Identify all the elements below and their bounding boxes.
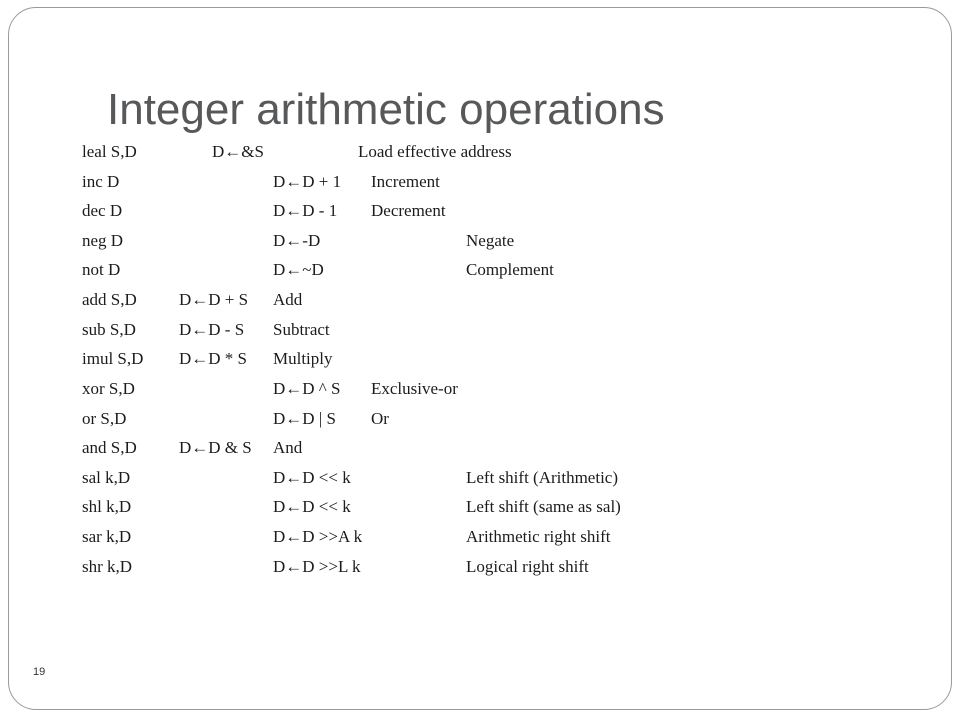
table-row bbox=[0, 408, 960, 437]
table-row bbox=[0, 556, 960, 585]
instruction-cell: shl k,D bbox=[82, 497, 132, 516]
description-cell: And bbox=[273, 438, 303, 457]
instruction-cell: sar k,D bbox=[82, 527, 132, 546]
description-cell: Decrement bbox=[371, 201, 446, 220]
table-row bbox=[0, 348, 960, 377]
table-row bbox=[0, 467, 960, 496]
slide-title: Integer arithmetic operations bbox=[107, 85, 665, 134]
instruction-cell: not D bbox=[82, 260, 121, 279]
description-cell: Multiply bbox=[273, 349, 333, 368]
effect-cell: D←&S bbox=[212, 142, 264, 161]
effect-cell: D←D & S bbox=[179, 438, 252, 457]
effect-cell: D←D + 1 bbox=[273, 172, 342, 191]
instruction-cell: leal S,D bbox=[82, 142, 137, 161]
effect-cell: D←D >>L k bbox=[273, 557, 361, 576]
description-cell: Subtract bbox=[273, 320, 330, 339]
description-cell: Exclusive-or bbox=[371, 379, 458, 398]
effect-cell: D←D - 1 bbox=[273, 201, 338, 220]
instruction-cell: shr k,D bbox=[82, 557, 133, 576]
table-row bbox=[0, 319, 960, 348]
instruction-cell: inc D bbox=[82, 172, 120, 191]
table-row bbox=[0, 141, 960, 170]
instruction-cell: neg D bbox=[82, 231, 124, 250]
effect-cell: D←D - S bbox=[179, 320, 245, 339]
instruction-cell: or S,D bbox=[82, 409, 127, 428]
instruction-cell: imul S,D bbox=[82, 349, 144, 368]
instruction-cell: and S,D bbox=[82, 438, 137, 457]
description-cell: Arithmetic right shift bbox=[466, 527, 611, 546]
description-cell: Increment bbox=[371, 172, 440, 191]
table-row bbox=[0, 437, 960, 466]
instruction-cell: dec D bbox=[82, 201, 123, 220]
instruction-cell: add S,D bbox=[82, 290, 137, 309]
table-row bbox=[0, 259, 960, 288]
effect-cell: D←D << k bbox=[273, 468, 351, 487]
description-cell: Complement bbox=[466, 260, 554, 279]
effect-cell: D←~D bbox=[273, 260, 324, 279]
table-row bbox=[0, 200, 960, 229]
description-cell: Or bbox=[371, 409, 389, 428]
description-cell: Left shift (same as sal) bbox=[466, 497, 621, 516]
effect-cell: D←D + S bbox=[179, 290, 249, 309]
effect-cell: D←D | S bbox=[273, 409, 336, 428]
instruction-cell: xor S,D bbox=[82, 379, 135, 398]
effect-cell: D←-D bbox=[273, 231, 321, 250]
table-row bbox=[0, 230, 960, 259]
table-row bbox=[0, 378, 960, 407]
effect-cell: D←D * S bbox=[179, 349, 248, 368]
instruction-cell: sal k,D bbox=[82, 468, 131, 487]
slide-number: 19 bbox=[33, 666, 46, 678]
description-cell: Add bbox=[273, 290, 303, 309]
table-row bbox=[0, 526, 960, 555]
description-cell: Left shift (Arithmetic) bbox=[466, 468, 619, 487]
instruction-cell: sub S,D bbox=[82, 320, 136, 339]
effect-cell: D←D >>A k bbox=[273, 527, 363, 546]
description-cell: Load effective address bbox=[358, 142, 512, 161]
effect-cell: D←D ^ S bbox=[273, 379, 341, 398]
table-row bbox=[0, 289, 960, 318]
table-row bbox=[0, 496, 960, 525]
description-cell: Logical right shift bbox=[466, 557, 589, 576]
table-row bbox=[0, 171, 960, 200]
description-cell: Negate bbox=[466, 231, 515, 250]
effect-cell: D←D << k bbox=[273, 497, 351, 516]
